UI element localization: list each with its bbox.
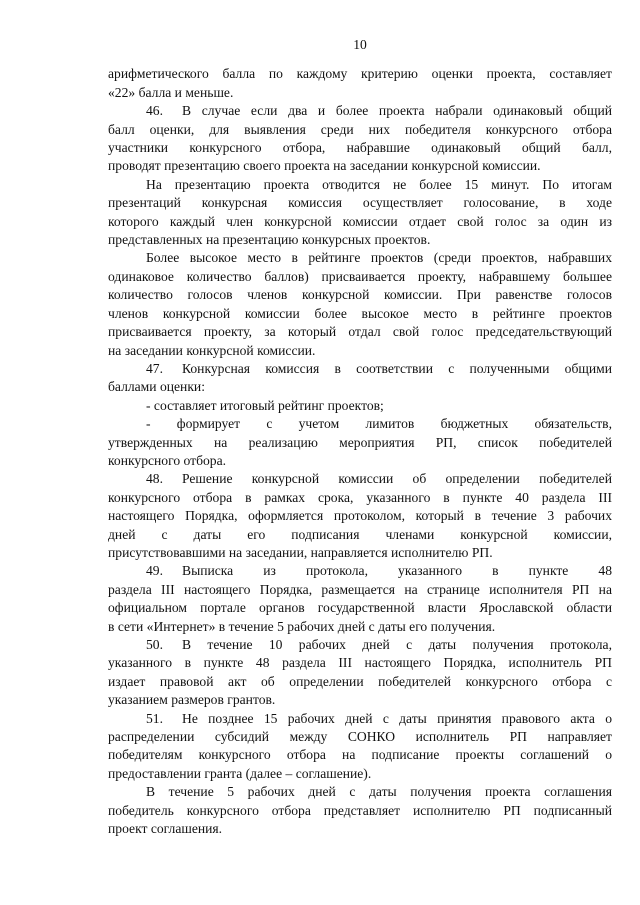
line-text: В течение 5 рабочих дней с даты получения проекта соглашения bbox=[146, 784, 612, 800]
paragraph-p48 bbox=[108, 470, 612, 562]
text-line bbox=[108, 581, 612, 599]
paragraph-p46 bbox=[108, 102, 612, 176]
text-line bbox=[108, 526, 612, 544]
text-line bbox=[108, 121, 612, 139]
paragraph-p47b bbox=[108, 415, 612, 470]
text-line bbox=[108, 268, 612, 286]
text-line bbox=[108, 84, 612, 102]
text-line bbox=[108, 102, 612, 120]
line-text: участники конкурсного отбора, набравшие одинаковый общий балл, bbox=[108, 140, 612, 156]
paragraph-p51 bbox=[108, 710, 612, 784]
text-line bbox=[108, 654, 612, 672]
text-line bbox=[108, 194, 612, 212]
line-text: арифметического балла по каждому критерию оценки проекта, составляет bbox=[108, 66, 612, 82]
line-text: предоставлении гранта (далее – соглашение). bbox=[108, 765, 372, 781]
line-text: присваивается проекту, за который отдал свой голос председательствующий bbox=[108, 324, 612, 340]
clause-number: 51. bbox=[146, 710, 163, 726]
clause-number: 47. bbox=[146, 360, 163, 376]
line-text: указанного в пункте 48 раздела III настоящего Порядка, исполнитель РП bbox=[108, 655, 612, 671]
line-text: баллами оценки: bbox=[108, 379, 205, 395]
text-line bbox=[108, 783, 612, 801]
paragraph-p50 bbox=[108, 636, 612, 710]
text-line bbox=[108, 157, 612, 175]
text-line bbox=[108, 305, 612, 323]
line-text: количество голосов членов конкурсной комиссии. При равенстве голосов bbox=[108, 287, 612, 303]
clause-number: 46. bbox=[146, 103, 163, 119]
line-text: издает правовой акт об определении победителей конкурсного отбора с bbox=[108, 673, 612, 689]
paragraph-p46b bbox=[108, 176, 612, 250]
text-line bbox=[108, 397, 612, 415]
text-line bbox=[108, 360, 612, 378]
text-line bbox=[108, 415, 612, 433]
text-line bbox=[108, 213, 612, 231]
line-text: указанием размеров грантов. bbox=[108, 692, 276, 708]
line-text: Выписка из протокола, указанного в пункте 48 bbox=[182, 563, 612, 579]
clause-number: 50. bbox=[146, 637, 163, 652]
line-text: проводят презентацию своего проекта на заседании конкурсной комиссии. bbox=[108, 158, 541, 174]
line-text: раздела III настоящего Порядка, размещается на странице исполнителя РП на bbox=[108, 581, 612, 597]
text-line bbox=[108, 249, 612, 267]
document-body bbox=[108, 65, 612, 838]
text-line bbox=[108, 562, 612, 580]
text-line bbox=[108, 176, 612, 194]
clause-number: 48. bbox=[146, 471, 163, 487]
paragraph-cont bbox=[108, 65, 612, 102]
line-text: в сети «Интернет» в течение 5 рабочих дней с даты его получения. bbox=[108, 618, 496, 634]
text-line bbox=[108, 802, 612, 820]
line-text: победителям конкурсного отбора на подписание проекты соглашений о bbox=[108, 747, 612, 763]
paragraph-p47 bbox=[108, 360, 612, 397]
text-line bbox=[108, 820, 612, 838]
text-line bbox=[108, 618, 612, 636]
line-text: конкурсного отбора. bbox=[108, 452, 227, 468]
line-text: настоящего Порядка, оформляется протоколом, который в течение 3 рабочих bbox=[108, 508, 612, 524]
text-line bbox=[108, 231, 612, 249]
paragraph-p47a bbox=[108, 397, 612, 415]
text-line bbox=[108, 286, 612, 304]
line-text: утвержденных на реализацию мероприятия РП, список победителей bbox=[108, 434, 612, 450]
text-line bbox=[108, 489, 612, 507]
line-text: - составляет итоговый рейтинг проектов; bbox=[146, 397, 384, 413]
line-text: презентаций конкурсная комиссия осуществляет голосование, в ходе bbox=[108, 195, 612, 211]
text-line bbox=[108, 765, 612, 783]
line-text: членов конкурсной комиссии более высокое место в рейтинге проектов bbox=[108, 305, 612, 321]
line-text: Более высокое место в рейтинге проектов (среди проектов, набравших bbox=[146, 250, 612, 266]
line-text: присутствовавшими на заседании, направляется исполнителю РП. bbox=[108, 544, 493, 560]
text-line bbox=[108, 710, 612, 728]
text-line bbox=[108, 323, 612, 341]
line-text: представленных на презентацию конкурсных проектов. bbox=[108, 232, 431, 248]
line-text: В случае если два и более проекта набрали одинаковый общий bbox=[182, 103, 612, 119]
page-number: 10 bbox=[353, 37, 367, 52]
paragraph-p49 bbox=[108, 562, 612, 636]
line-text: конкурсного отбора в рамках срока, указанного в пункте 40 раздела III bbox=[108, 489, 612, 505]
text-line bbox=[108, 691, 612, 709]
document-page bbox=[108, 36, 612, 838]
clause-number: 49. bbox=[146, 563, 163, 579]
line-text: «22» балла и меньше. bbox=[108, 84, 234, 100]
text-line bbox=[108, 636, 612, 654]
text-line bbox=[108, 452, 612, 470]
line-text: которого каждый член конкурсной комиссии отдает свой голос за один из bbox=[108, 213, 612, 229]
line-text: На презентацию проекта отводится не более 15 минут. По итогам bbox=[146, 176, 612, 192]
text-line bbox=[108, 746, 612, 764]
text-line bbox=[108, 507, 612, 525]
line-text: победитель конкурсного отбора представляет исполнителю РП подписанный bbox=[108, 802, 612, 818]
text-line bbox=[108, 544, 612, 562]
line-text: одинаковое количество баллов) присваивается проекту, набравшему большее bbox=[108, 268, 612, 284]
text-line bbox=[108, 728, 612, 746]
line-text: балл оценки, для выявления среди них победителя конкурсного отбора bbox=[108, 121, 612, 137]
text-line bbox=[108, 378, 612, 396]
line-text: - формирует с учетом лимитов бюджетных обязательств, bbox=[146, 416, 612, 432]
text-line bbox=[108, 342, 612, 360]
line-text: Решение конкурсной комиссии об определении победителей bbox=[182, 471, 612, 487]
text-line bbox=[108, 65, 612, 83]
paragraph-p51b bbox=[108, 783, 612, 838]
text-line bbox=[108, 599, 612, 617]
paragraph-p46c bbox=[108, 249, 612, 359]
text-line bbox=[108, 139, 612, 157]
line-text: на заседании конкурсной комиссии. bbox=[108, 342, 316, 358]
text-line bbox=[108, 470, 612, 488]
line-text: проект соглашения. bbox=[108, 821, 223, 837]
line-text: Не позднее 15 рабочих дней с даты принятия правового акта о bbox=[182, 710, 612, 726]
line-text: В течение 10 рабочих дней с даты получения протокола, bbox=[182, 637, 612, 652]
line-text: Конкурсная комиссия в соответствии с полученными общими bbox=[182, 360, 612, 376]
line-text: официальном портале органов государственной власти Ярославской области bbox=[108, 600, 612, 616]
text-line bbox=[108, 673, 612, 691]
text-line bbox=[108, 434, 612, 452]
line-text: распределении субсидий между СОНКО исполнитель РП направляет bbox=[108, 729, 612, 745]
line-text: дней с даты его подписания членами конкурсной комиссии, bbox=[108, 526, 612, 542]
